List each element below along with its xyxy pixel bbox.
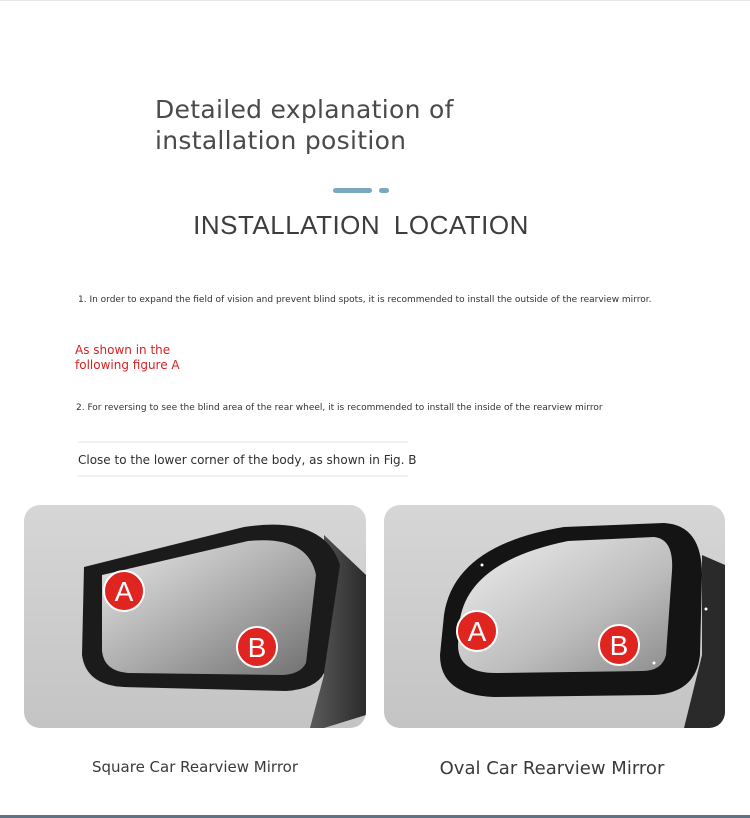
page-heading: Detailed explanation of installation position (155, 95, 454, 155)
square-mirror-illustration (24, 505, 366, 728)
accent-dot (379, 188, 389, 193)
highlight-band-top (78, 441, 408, 443)
svg-text:A: A (114, 576, 134, 607)
sensor-dot (653, 662, 656, 665)
highlight-band-bottom (78, 475, 408, 477)
square-mirror-figure (24, 505, 366, 728)
section-title: INSTALLATION LOCATION (193, 210, 529, 240)
marker-a (457, 611, 497, 651)
marker-b (599, 625, 639, 665)
top-divider (0, 0, 750, 1)
instruction-2-detail: Close to the lower corner of the body, as shown in Fig. B (78, 453, 417, 467)
instruction-2: 2. For reversing to see the blind area of the rear wheel, it is recommended to install the inside of the rearview mirror (76, 403, 603, 413)
figure-a-note: As shown in the following figure A (75, 343, 180, 372)
square-mirror-caption: Square Car Rearview Mirror (91, 758, 298, 776)
sensor-dot (481, 564, 484, 567)
marker-a (104, 571, 144, 611)
oval-mirror-illustration (384, 505, 725, 728)
svg-text:A: A (467, 616, 487, 647)
marker-b (237, 627, 277, 667)
sensor-dot (705, 608, 708, 611)
instruction-1: 1. In order to expand the field of vision and prevent blind spots, it is recommended to install the outside of the rearview mirror. (78, 295, 652, 305)
accent-bar (333, 188, 372, 193)
svg-text:B: B (247, 632, 267, 663)
oval-mirror-caption: Oval Car Rearview Mirror (439, 758, 665, 779)
svg-text:B: B (609, 630, 629, 661)
oval-mirror-figure (384, 505, 725, 728)
